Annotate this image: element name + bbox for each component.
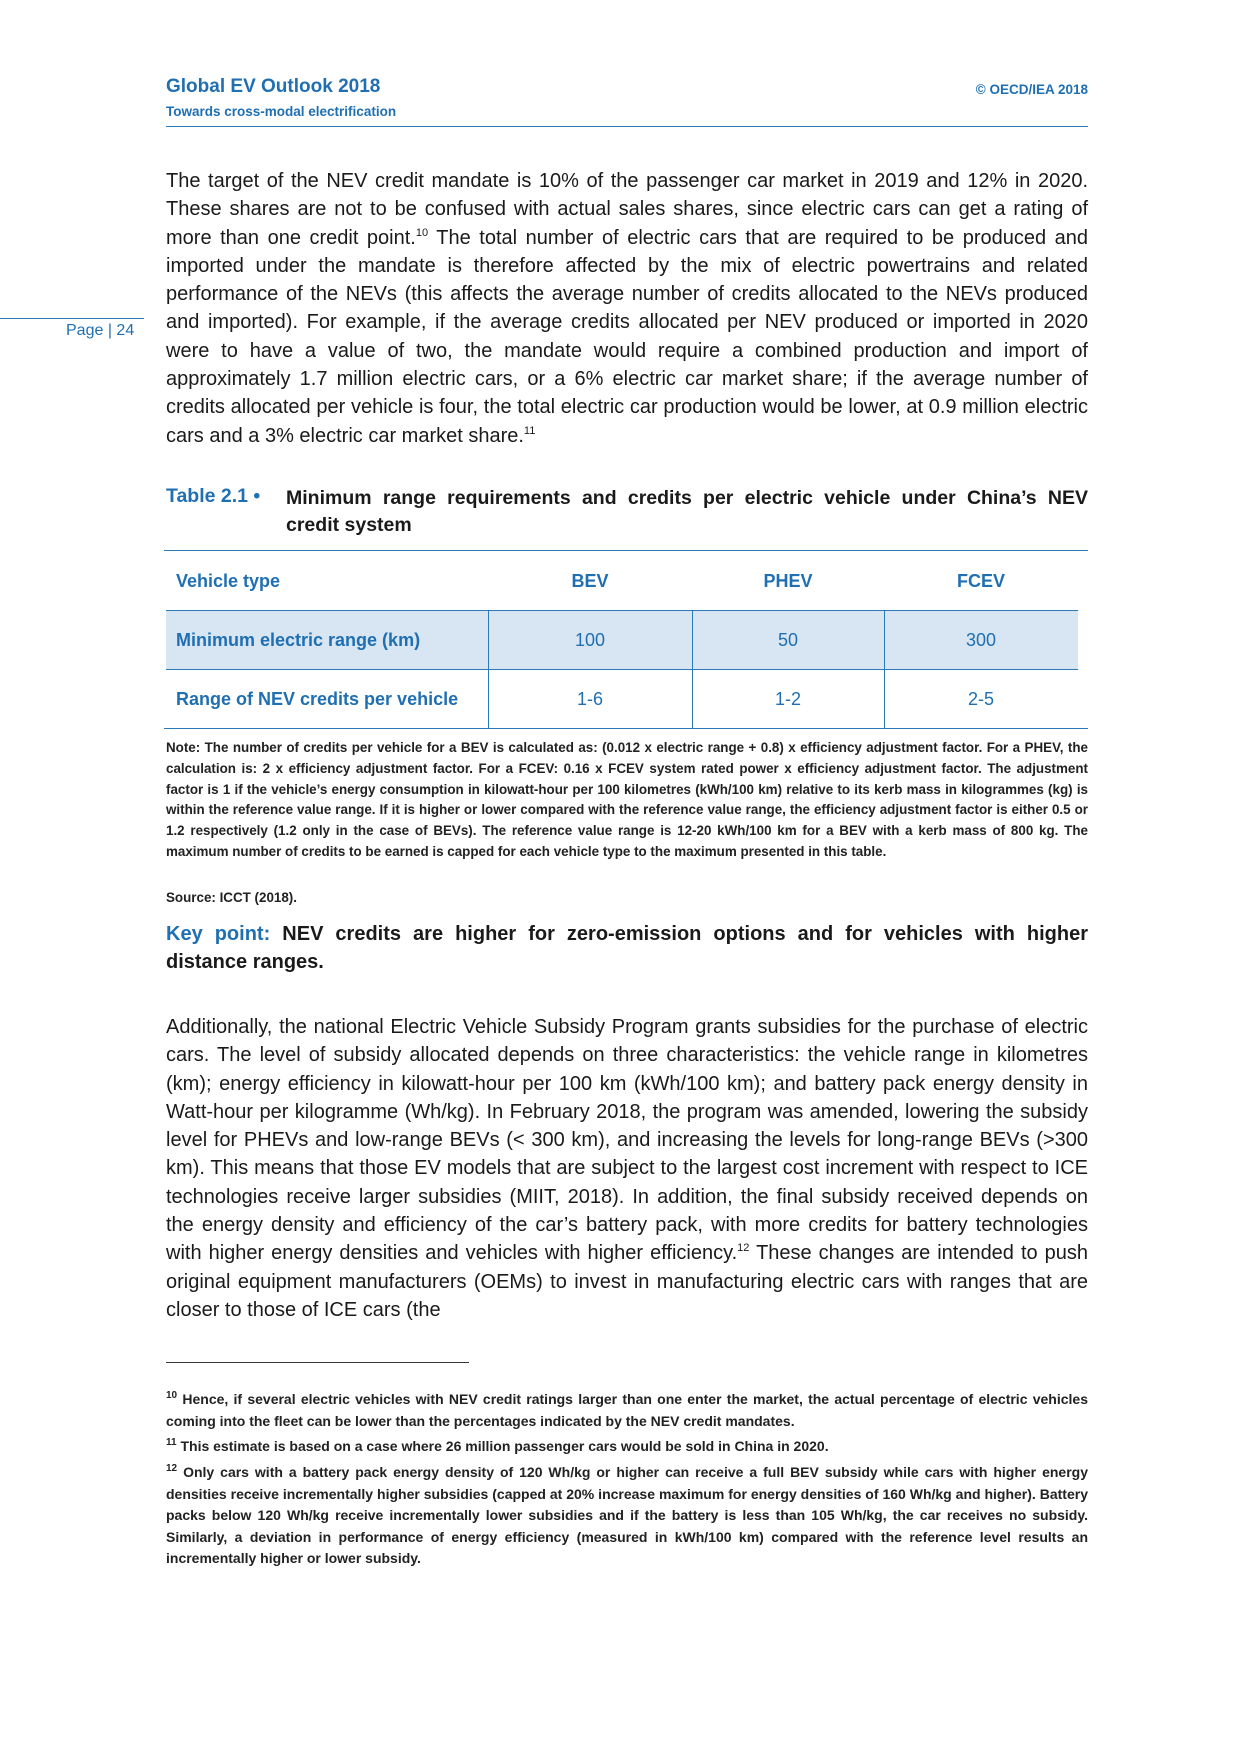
paragraph-text: Additionally, the national Electric Vehicle Subsidy Program grants subsidies for the purchase of electric cars. The level of subsidy allocated depends on three characteristics: the vehicle range in kilometres (km); energy efficiency in kilowatt-hour per 100 km (kWh/100 km); and battery pack energy density in Watt-hour per kilogramme (Wh/kg). In February 2018, the program was amended, lowering the subsidy level for PHEVs and low-range BEVs (< 300 km), and increasing the levels for long-range BEVs (>300 km). This means that those EV models that are subject to the largest cost increment with respect to ICE technologies receive larger subsidies (MIIT, 2018). In addition, the final subsidy received depends on the energy density and efficiency of the car’s battery pack, with more credits for battery technologies with higher energy densities and vehicles with higher efficiency. (166, 1016, 1088, 1265)
footnote-number: 10 (166, 1390, 178, 1401)
paragraph-text: These changes are intended to push original equipment manufacturers (OEMs) to invest in manufacturing electric cars with ranges that are closer to those of ICE cars (the (166, 1242, 1088, 1321)
table-cell: 100 (574, 629, 606, 650)
table-row-label-credits: Range of NEV credits per vehicle (176, 688, 459, 709)
table-cell: 1-6 (576, 688, 603, 709)
table-source: Source: ICCT (2018). (166, 890, 297, 905)
footnote-separator (166, 1362, 469, 1363)
footnote-text: Only cars with a battery pack energy density of 120 Wh/kg or higher can receive a full BEV subsidy while cars with higher energy densities receive incrementally higher subsidies (capped at 20% increase maximum for energy densities of 160 Wh/kg and higher). Battery packs below 120 Wh/kg receive incrementally lower subsidies and if the battery is less than 105 Wh/kg, the car receives no subsidy. Similarly, a deviation in performance of energy efficiency (measured in kWh/100 km) compared with the reference level results an incrementally higher or lower subsidy. (166, 1464, 1088, 1566)
table-cell: 50 (777, 629, 799, 650)
footnote-number: 11 (166, 1437, 177, 1448)
table-top-rule (164, 550, 1088, 551)
key-point-text: NEV credits are higher for zero-emission options and for vehicles with higher distance ranges. (166, 923, 1089, 973)
body-paragraph-2 (166, 1013, 1088, 1324)
table-row-label-min-range: Minimum electric range (km) (176, 629, 421, 650)
page-number-rule (0, 318, 144, 319)
copyright-notice: © OECD/IEA 2018 (975, 82, 1088, 97)
table-header-fcev: FCEV (956, 570, 1005, 591)
table-cell: 300 (965, 629, 997, 650)
footnote-10 (166, 1389, 1088, 1432)
table-note: Note: The number of credits per vehicle for a BEV is calculated as: (0.012 x electric range + 0.8) x efficiency adjustment factor. For a PHEV, the calculation is: 2 x efficiency adjustment factor. For a FCEV: 0.16 x FCEV system rated power x efficiency adjustment factor. The adjustment factor is 1 if the vehicle’s energy consumption in kilowatt-hour per 100 kilometres (kWh/100 km) relative to its kerb mass in kilogrammes (kg) is within the reference value range. If it is higher or lower compared with the reference value range, the efficiency adjustment factor is either 0.5 or 1.2 respectively (1.2 only in the case of BEVs). The reference value range is 12-20 kWh/100 km for a BEV with a kerb mass of 800 kg. The maximum number of credits to be earned is capped for each vehicle type to the maximum presented in this table. (166, 740, 1088, 859)
key-point-label: Key point: (166, 923, 271, 945)
footnote-number: 12 (166, 1463, 178, 1474)
table-label: Table 2.1 • (166, 485, 261, 507)
paragraph-text: The total number of electric cars that are required to be produced and imported under the mandate is therefore affected by the mix of electric powertrains and related performance of the NEVs (this affects the average number of credits allocated to the NEVs produced and imported). For example, if the average credits allocated per NEV produced or imported in 2020 were to have a value of two, the mandate would require a combined production and import of approximately 1.7 million electric cars, or a 6% electric car market share; if the average number of credits allocated per vehicle is four, the total electric car production would be lower, at 0.9 million electric cars and a 3% electric car market share. (166, 226, 1088, 447)
table-caption: Minimum range requirements and credits per electric vehicle under China’s NEV credit system (286, 487, 1088, 536)
footnote-ref-10[interactable]: 10 (415, 226, 429, 239)
body-paragraph-1 (166, 167, 1088, 450)
footnote-ref-11[interactable]: 11 (523, 424, 536, 437)
key-point (166, 920, 1088, 976)
footnote-text: This estimate is based on a case where 26 million passenger cars would be sold in China in 2020. (176, 1438, 829, 1454)
report-subtitle: Towards cross-modal electrification (166, 104, 397, 119)
page-header (166, 74, 1088, 127)
table-header-vehicle-type: Vehicle type (176, 570, 281, 591)
table-header-phev: PHEV (763, 570, 813, 591)
footnote-12 (166, 1462, 1088, 1570)
table-bottom-rule (164, 728, 1088, 729)
footnote-11 (166, 1436, 1088, 1458)
report-title: Global EV Outlook 2018 (166, 76, 381, 97)
page-number: Page | 24 (66, 322, 135, 339)
footnote-ref-12[interactable]: 12 (737, 1242, 750, 1255)
paragraph-text: The target of the NEV credit mandate is 10% of the passenger car market in 2019 and 12% in 2020. These shares are not to be confused with actual sales shares, since electric cars can get a rating of more than one credit point. (166, 170, 1088, 249)
table-cell: 1-2 (774, 688, 801, 709)
table-cell: 2-5 (967, 688, 994, 709)
footnote-text: Hence, if several electric vehicles with NEV credit ratings larger than one enter the market, the actual percentage of electric vehicles coming into the fleet can be lower than the percentages indicated by the NEV credit mandates. (166, 1391, 1088, 1429)
table-header-bev: BEV (571, 570, 609, 591)
